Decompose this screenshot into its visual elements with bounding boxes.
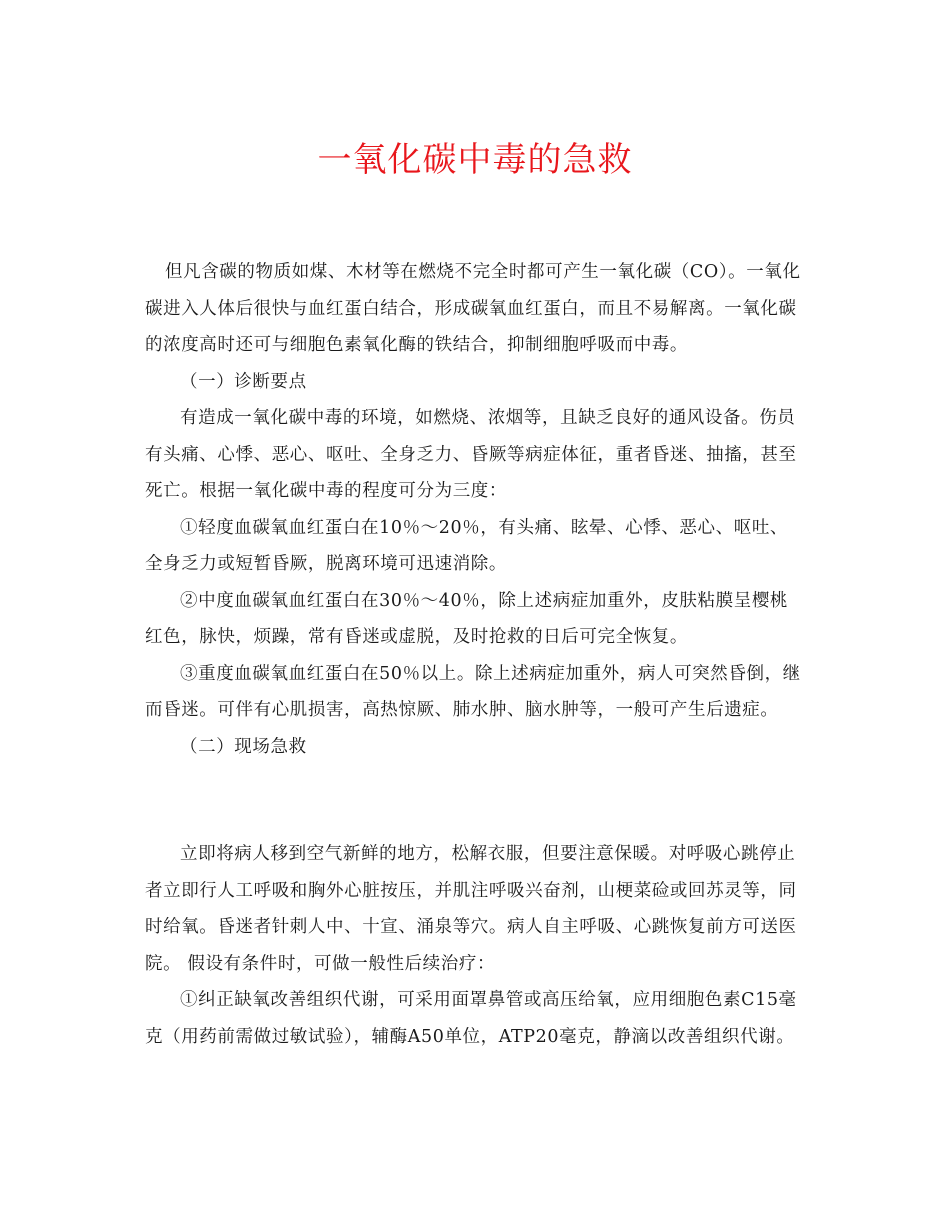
- moderate-degree-paragraph: ②中度血碳氧血红蛋白在30％～40％，除上述病症加重外，皮肤粘膜呈樱桃红色，脉快，烦躁，常有昏迷或虚脱，及时抢救的日后可完全恢复。: [145, 590, 789, 647]
- document-body-top: [145, 254, 805, 765]
- section-heading-diagnosis: （一）诊断要点: [180, 371, 307, 392]
- mild-degree-paragraph: ①轻度血碳氧血红蛋白在10％～20％，有头痛、眩晕、心悸、恶心、呕吐、全身乏力或短暂昏厥，脱离环境可迅速消除。: [145, 517, 789, 574]
- treatment-paragraph: ①纠正缺氧改善组织代谢，可采用面罩鼻管或高压给氧，应用细胞色素C15毫克（用药前需做过敏试验），辅酶A50单位，ATP20毫克，静滴以改善组织代谢。: [145, 990, 797, 1047]
- document-body-bottom: [145, 836, 805, 1055]
- first-aid-paragraph: 立即将病人移到空气新鲜的地方，松解衣服，但要注意保暖。对呼吸心跳停止者立即行人工呼吸和胸外心脏按压，并肌注呼吸兴奋剂，山梗菜硷或回苏灵等，同时给氧。昏迷者针刺人中、十宣、涌泉等穴。病人自主呼吸、心跳恢复前方可送医院。 假设有条件时，可做一般性后续治疗：: [145, 844, 797, 974]
- diagnosis-paragraph: 有造成一氧化碳中毒的环境，如燃烧、浓烟等，且缺乏良好的通风设备。伤员有头痛、心悸、恶心、呕吐、全身乏力、昏厥等病症体征，重者昏迷、抽搐，甚至死亡。根据一氧化碳中毒的程度可分为三度：: [145, 408, 797, 501]
- page-title: 一氧化碳中毒的急救: [317, 140, 633, 180]
- severe-degree-paragraph: ③重度血碳氧血红蛋白在50％以上。除上述病症加重外，病人可突然昏倒，继而昏迷。可伴有心肌损害，高热惊厥、肺水肿、脑水肿等，一般可产生后遗症。: [145, 663, 801, 720]
- section-heading-first-aid: （二）现场急救: [180, 736, 307, 757]
- intro-paragraph: 但凡含碳的物质如煤、木材等在燃烧不完全时都可产生一氧化碳（CO）。一氧化碳进入人体后很快与血红蛋白结合，形成碳氧血红蛋白，而且不易解离。一氧化碳的浓度高时还可与细胞色素氧化酶的铁结合，抑制细胞呼吸而中毒。: [145, 262, 801, 355]
